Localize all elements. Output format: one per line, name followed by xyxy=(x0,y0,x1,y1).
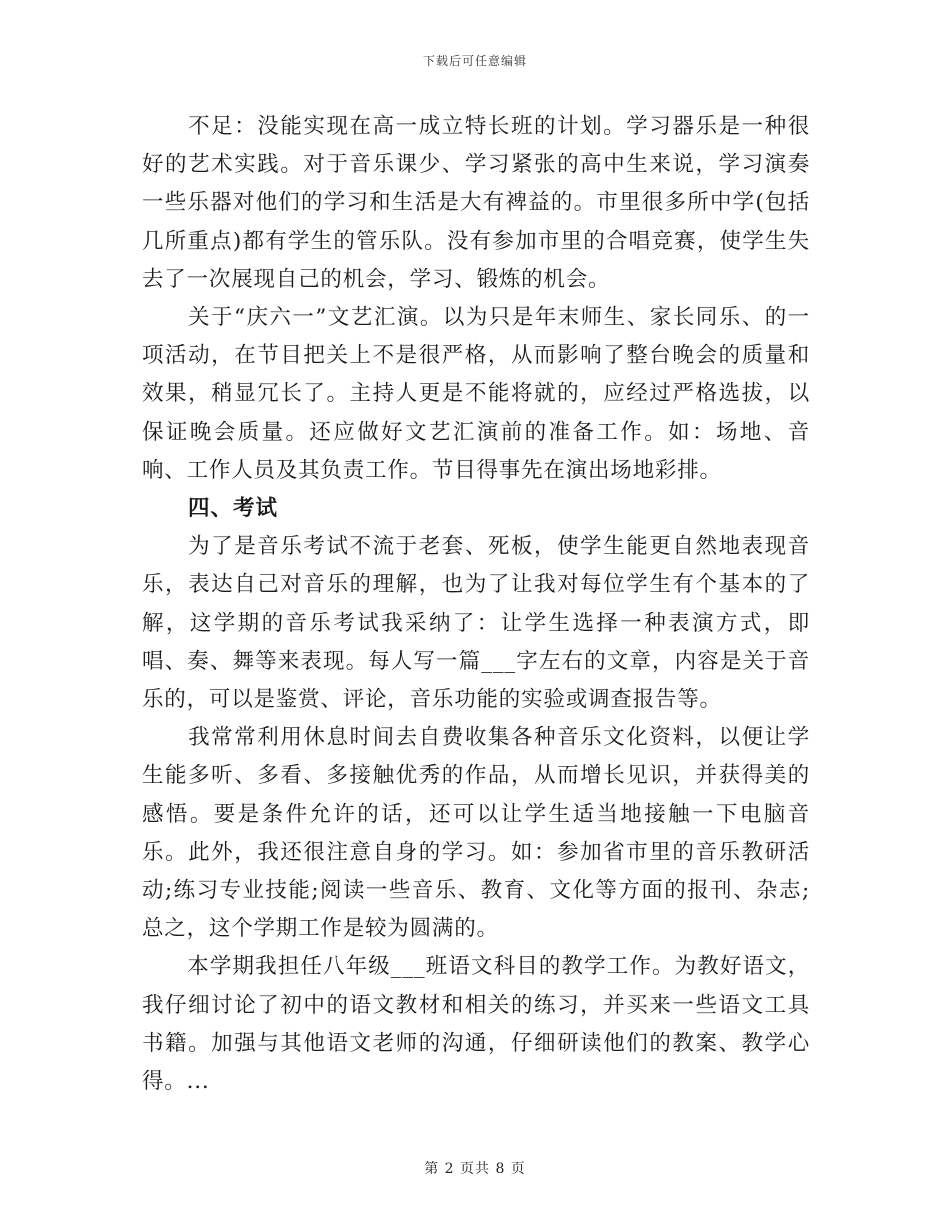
paragraph-music-exam: 为了是音乐考试不流于老套、死板，使学生能更自然地表现音乐，表达自己对音乐的理解，也为了让我对每位学生有个基本的了解，这学期的音乐考试我采纳了：让学生选择一种表演方式，即唱、奏、舞等来表现。每人写一篇___字左右的文章，内容是关于音乐的，可以是鉴赏、评论，音乐功能的实验或调查报告等。 xyxy=(142,534,810,713)
paragraph-shortcomings: 不足：没能实现在高一成立特长班的计划。学习器乐是一种很好的艺术实践。对于音乐课少、学习紧张的高中生来说，学习演奏一些乐器对他们的学习和生活是大有裨益的。市里很多所中学(包括几所重点)都有学生的管乐队。没有参加市里的合唱竞赛，使学生失去了一次展现自己的机会，学习、锻炼的机会。 xyxy=(142,114,811,292)
paragraph-self-study: 我常常利用休息时间去自费收集各种音乐文化资料，以便让学生能多听、多看、多接触优秀的作品，从而增长见识，并获得美的感悟。要是条件允许的话，还可以让学生适当地接触一下电脑音乐。此外，我还很注意自身的学习。如：参加省市里的音乐教研活动;练习专业技能;阅读一些音乐、教育、文化等方面的报刊、杂志;总之，这个学期工作是较为圆满的。 xyxy=(142,725,810,942)
page-number: 第 2 页共 8 页 xyxy=(424,1161,526,1177)
document-body xyxy=(142,108,810,1101)
paragraph-chinese-teaching: 本学期我担任八年级___班语文科目的教学工作。为教好语文，我仔细讨论了初中的语文教材和相关的练习，并买来一些语文工具书籍。加强与其他语文老师的沟通，仔细研读他们的教案、教学心得。... xyxy=(142,954,810,1095)
page-header: 下载后可任意编辑 xyxy=(422,54,527,68)
paragraph-childrens-day-show: 关于“庆六一”文艺汇演。以为只是年末师生、家长同乐、的一项活动，在节目把关上不是很严格，从而影响了整台晚会的质量和效果，稍显冗长了。主持人更是不能将就的，应经过严格选拔，以保证晚会质量。还应做好文艺汇演前的准备工作。如：场地、音响、工作人员及其负责工作。节目得事先在演出场地彩排。 xyxy=(142,305,810,483)
section-heading-exam: 四、考试 xyxy=(188,496,279,522)
